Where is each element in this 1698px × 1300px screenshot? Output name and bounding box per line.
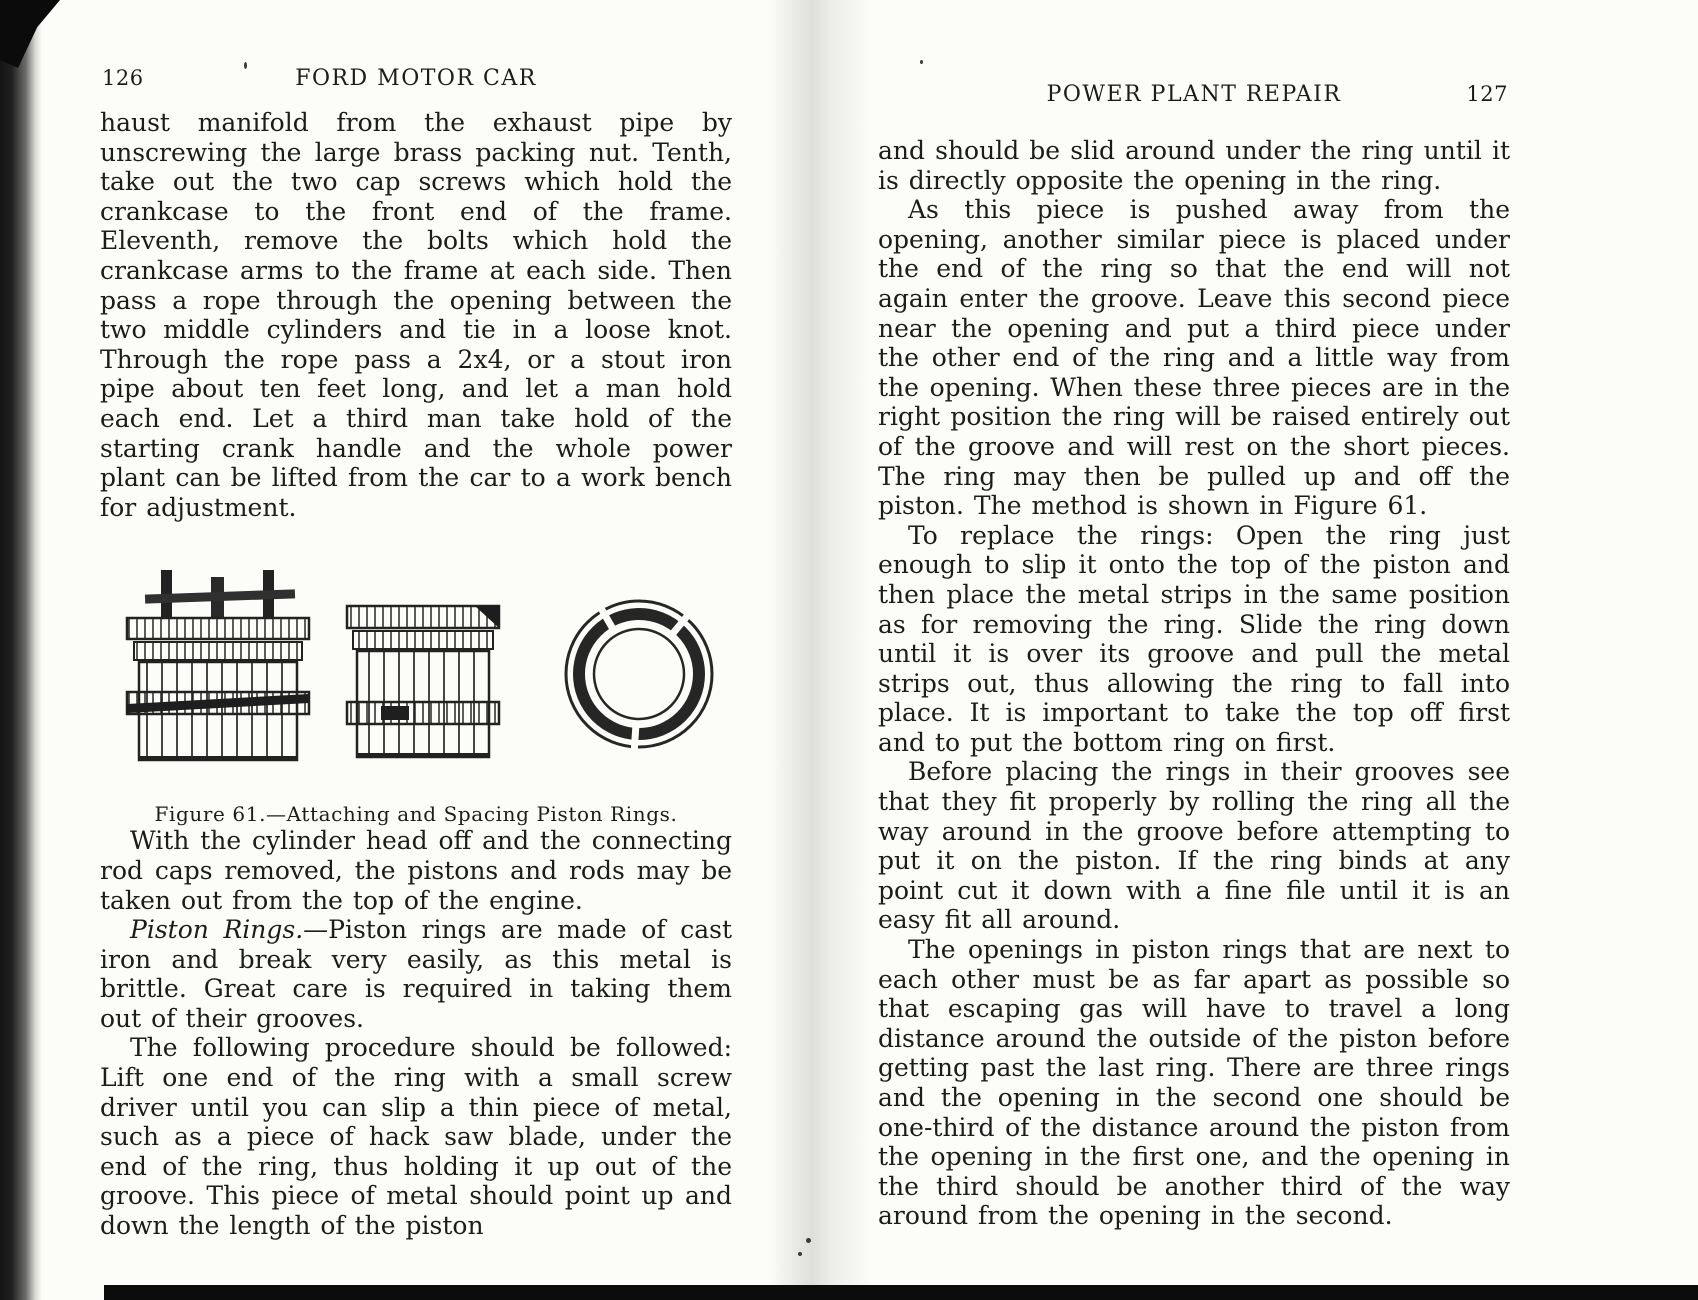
- piston-with-rings-icon: [347, 606, 499, 758]
- paragraph: The following procedure should be followed: Lift one end of the ring with a small screw driver until you can slip a thin piece of metal, such as a piece of hack saw blade, under the end of the ring, thus holding it up out of the groove. This piece of metal should point up and down the length of the piston: [100, 1033, 732, 1241]
- piston-ring-top-view-icon: [566, 601, 712, 754]
- figure-61-caption: Figure 61.—Attaching and Spacing Piston Rings.: [154, 802, 678, 827]
- paragraph: and should be slid around under the ring until it is directly opposite the opening in the ring.: [878, 136, 1510, 195]
- paragraph: Before placing the rings in their grooves see that they fit properly by rolling the ring all the way around in the groove before attempting to put it on the piston. If the ring binds at any point cut it down with a fine file until it is an easy fit all around.: [878, 757, 1510, 935]
- paragraph: haust manifold from the exhaust pipe by unscrewing the large brass packing nut. Tenth, take out the two cap screws which hold the crankcase to the front end of the frame. Eleventh, remove the bolts which hold the crankcase arms to the frame at each side. Then pass a rope through the opening between the two middle cylinders and tie in a loose knot. Through the rope pass a 2x4, or a stout iron pipe about ten feet long, and let a man hold each end. Let a third man take hold of the starting crank handle and the whole power plant can be lifted from the car to a work bench for adjustment.: [100, 108, 732, 522]
- scan-bottom-edge: [104, 1285, 1698, 1300]
- running-head-left: FORD MOTOR CAR: [295, 66, 537, 91]
- page-left: [100, 0, 732, 1241]
- piston-rings-heading: Piston Rings.: [130, 915, 304, 945]
- page-right-body: [878, 136, 1510, 1231]
- scan-speck: [806, 1238, 811, 1243]
- piston-with-metal-strips-icon: [127, 570, 309, 761]
- paragraph: [100, 915, 732, 1033]
- page-left-header: [100, 66, 732, 96]
- page-right-header: [878, 82, 1510, 112]
- scan-left-edge-shadow: [0, 0, 42, 1300]
- running-head-right: POWER PLANT REPAIR: [1046, 82, 1342, 107]
- paragraph: The openings in piston rings that are next to each other must be as far apart as possible so that escaping gas will have to travel a long distance around the outside of the piston before getting past the last ring. There are three rings and the opening in the second one should be one-third of the distance around the piston from the opening in the first one, and the opening in the third should be another third of the way around from the opening in the second.: [878, 935, 1510, 1231]
- page-number-left: 126: [102, 66, 144, 90]
- page-number-right: 127: [1466, 82, 1508, 106]
- figure-61: [100, 566, 732, 772]
- paragraph: With the cylinder head off and the connecting rod caps removed, the pistons and rods may be taken out from the top of the engine.: [100, 826, 732, 915]
- page-right: [878, 0, 1510, 1231]
- figure-61-illustration: [111, 566, 721, 772]
- paragraph: To replace the rings: Open the ring just enough to slip it onto the top of the piston and then place the metal strips in the same position as for removing the ring. Slide the ring down until it is over its groove and pull the metal strips out, thus allowing the ring to fall into place. It is important to take the top off first and to put the bottom ring on first.: [878, 520, 1510, 757]
- book-gutter-shadow: [768, 0, 872, 1300]
- paragraph-text: —Piston rings are made of cast iron and break very easily, as this metal is brittle. Great care is required in taking them out of their grooves.: [100, 915, 732, 1033]
- page-left-body: [100, 108, 732, 1241]
- scan-speck: [798, 1252, 802, 1256]
- paragraph: As this piece is pushed away from the opening, another similar piece is placed under the end of the ring so that the end will not again enter the groove. Leave this second piece near the opening and put a third piece under the other end of the ring and a little way from the opening. When these three pieces are in the right position the ring will be raised entirely out of the groove and will rest on the short pieces. The ring may then be pulled up and off the piston. The method is shown in Figure 61.: [878, 195, 1510, 521]
